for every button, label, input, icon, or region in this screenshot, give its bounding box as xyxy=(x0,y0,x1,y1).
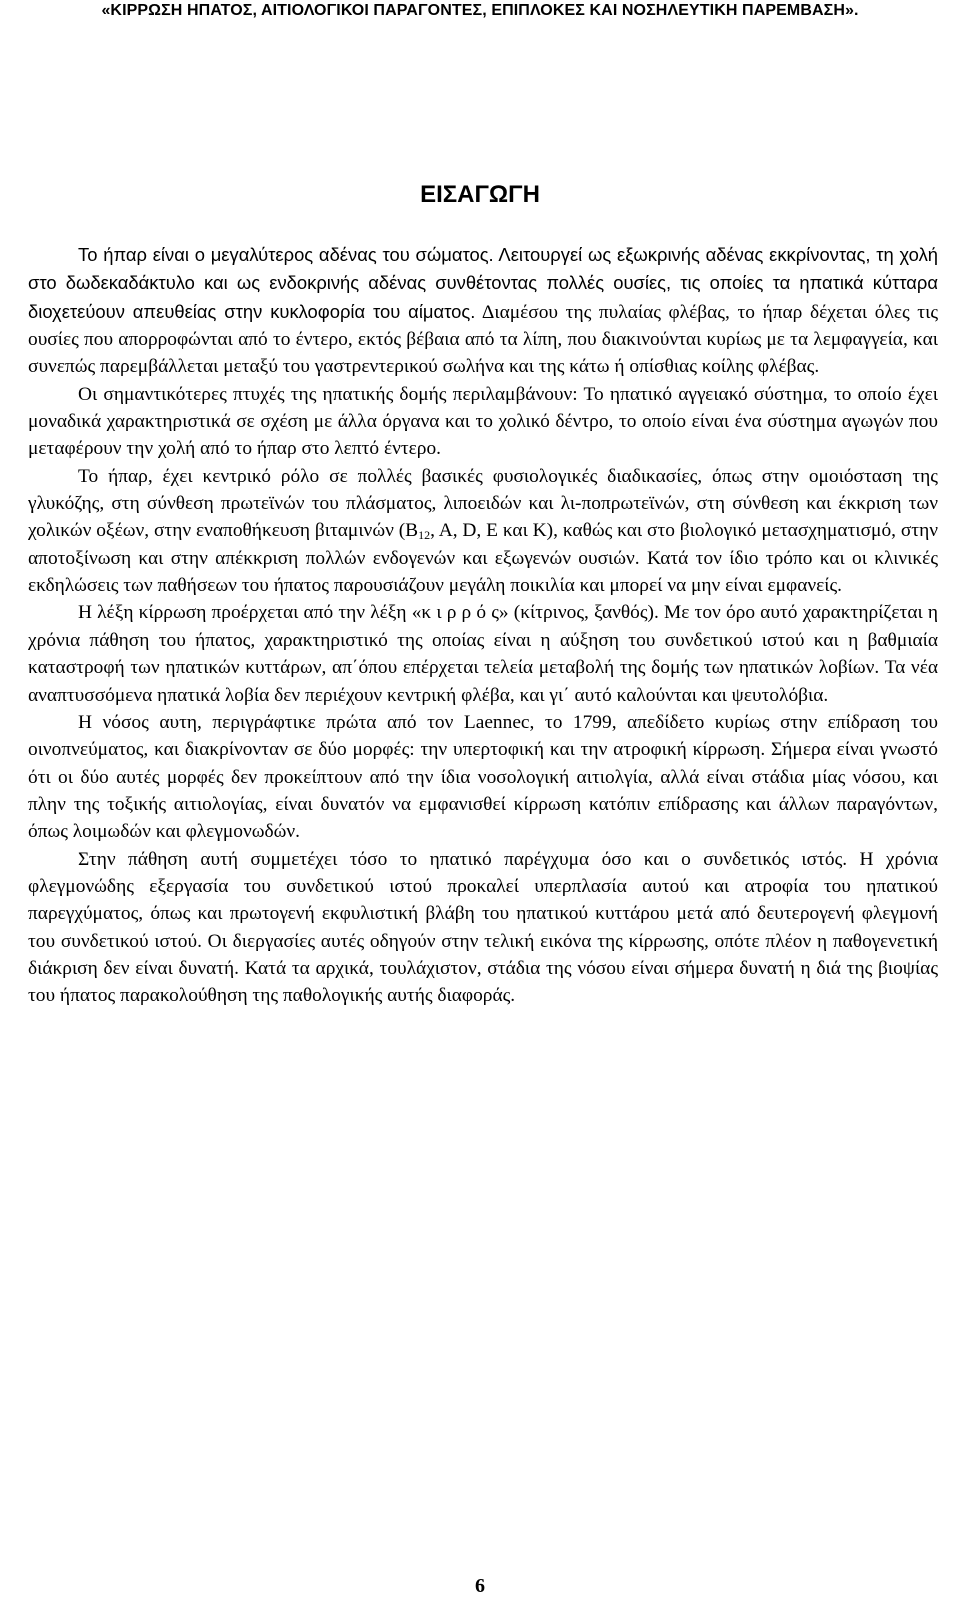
paragraph-3-part-b: , Α, D, Ε και Κ), καθώς και στο βιολογικό μετασχηματισμό, στην αποτοξίνωση και στην απέκκριση πολλών ενδογενών και εξωγενών ουσιών. xyxy=(28,520,938,569)
paragraph-3-part-a: Το ήπαρ, έχει κεντρικό ρόλο σε πολλές βασικές φυσιολογικές διαδικασίες, όπως στην ομοιόσταση της γλυκόζης, στη σύνθεση πρωτεϊνών του πλάσματος, λιποειδών και λι-ποπρωτεϊνών, στη σύνθεση και έκκριση των χολικών οξέων, στην εναποθήκευση βιταμινών (Β xyxy=(28,465,938,542)
paragraph-1-sans-part: Το ήπαρ είναι ο μεγαλύτερος αδένας του σώματος. Λειτουργεί ως εξωκρινής αδένας εκκρίνοντας, τη χολή στο δωδεκαδάκτυλο και ως ενδοκρινής αδένας συνθέτοντας πολλές ουσίες, τις οποίες τα ηπατικά κύτταρα διοχετεύουν απευθείας στην κυκλοφορία του αίματος. xyxy=(28,244,938,322)
section-title: ΕΙΣΑΓΩΓΗ xyxy=(420,181,540,208)
body-text xyxy=(28,241,938,1010)
paragraph-5: Η νόσος αυτη, περιγράφτικε πρώτα από τον Laennec, το 1799, απεδίδετο κυρίως στην επίδραση του οινοπνεύματος, και διακρίνονταν σε δύο μορφές: την υπερτοφική και την ατροφική κίρρωση. Σήμερα είναι γνωστό ότι οι δύο αυτές μορφές δεν προκείπτουν από την ίδια νοσολογική αιτιολγία, αλλά είναι στάδια μίας νόσου, και πλην της τοξικής αιτιολογίας, είναι δυνατόν να εμφανισθεί κίρρωση κατόπιν επίδρασης και άλλων παραγόντων, όπως λοιμωδών και φλεγμονωδών. xyxy=(28,711,938,843)
paragraph-6: Στην πάθηση αυτή συμμετέχει τόσο το ηπατικό παρέγχυμα όσο και ο συνδετικός ιστός. Η χρόνια φλεγμονώδης εξεργασία του συνδετικού ιστού προκαλεί υπερπλασία αυτού και ατροφία του ηπατικού παρεγχύματος, όπως και πρωτογενή εκφυλιστική βλάβη του ηπατικού κυττάρου μετά από δευτερογενή φλεγμονή του συνδετικού ιστού. Οι διεργασίες αυτές οδηγούν στην τελική εικόνα της κίρρωσης, οπότε πλέον η παθογενετική διάκριση δεν είναι δυνατή. Κατά τα αρχικά, τουλάχιστον, στάδια της νόσου είναι σήμερα δυνατή η διά της βιοψίας του ήπατος παρακολούθηση της παθολογικής αυτής διαφοράς. xyxy=(28,848,938,1007)
vitamin-subscript: 12 xyxy=(418,528,431,543)
paragraph-3 xyxy=(28,463,938,600)
paragraph-1 xyxy=(28,241,938,381)
paragraph-1-serif-part: Διαμέσου της πυλαίας φλέβας, το ήπαρ δέχεται όλες τις ουσίες που απορροφώνται από το έντερο, εκτός βέβαια από τα λίπη, που διακινούνται κυρίως με τα λεμφαγγεία, και συνεπώς παρεμβάλλεται μεταξύ του γαστρεντερικού σωλήνα και της κάτω ή οπίσθιας κοίλης φλέβας. xyxy=(28,301,938,378)
running-header-title: «ΚΙΡΡΩΣΗ ΗΠΑΤΟΣ, ΑΙΤΙΟΛΟΓΙΚΟΙ ΠΑΡΑΓΟΝΤΕΣ, ΕΠΙΠΛΟΚΕΣ ΚΑΙ ΝΟΣΗΛΕΥΤΙΚΗ ΠΑΡΕΜΒΑΣΗ». xyxy=(101,2,859,19)
paragraph-2: Οι σημαντικότερες πτυχές της ηπατικής δομής περιλαμβάνουν: Το ηπατικό αγγειακό σύστημα, το οποίο έχει μοναδικά χαρακτηριστικά σε σχέση με άλλα όργανα και το χολικό δέντρο, το οποίο είναι ένα σύστημα αγωγών που μεταφέρουν την χολή από το ήπαρ στο λεπτό έντερο. xyxy=(28,383,938,460)
paragraph-4: Η λέξη κίρρωση προέρχεται από την λέξη «κ ι ρ ρ ό ς» (κίτρινος, ξανθός). Με τον όρο αυτό χαρακτηρίζεται η χρόνια πάθηση του ήπατος, χαρακτηριστικό της οποίας είναι η αύξηση του συνδετικού ιστού και η βαθμιαία καταστροφή των ηπατικών κυττάρων, απ΄όπου επέρχεται τελεία μεταβολή της δομής των ηπατικών λοβίων. Τα νέα αναπτυσσόμενα ηπατικά λοβία δεν περιέχουν κεντρική φλέβα, και γι΄ αυτό καλούνται και ψευτολόβια. xyxy=(28,602,938,706)
page-number: 6 xyxy=(475,1575,485,1597)
paragraph-3-part-c: Κατά τον ίδιο τρόπο και οι κλινικές εκδηλώσεις των παθήσεων του ήπατος παρουσιάζουν μεγάλη ποικιλία και μπορεί να μην είναι εμφανείς. xyxy=(28,547,938,597)
